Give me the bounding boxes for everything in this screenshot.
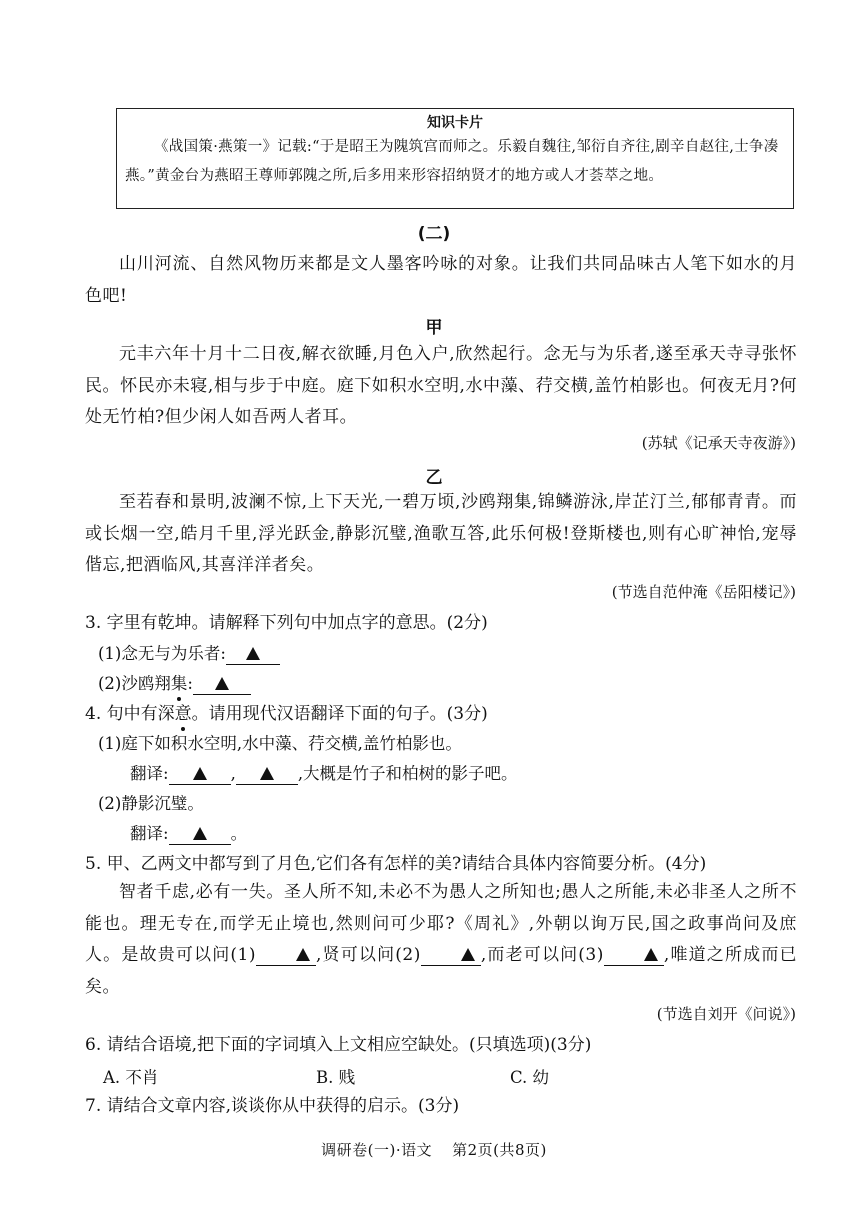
triangle-icon — [246, 647, 260, 660]
q3-item1-text: (1)念无与为乐者: — [98, 644, 226, 663]
emphasis-dot-char: 意 — [174, 704, 192, 724]
answer-blank[interactable] — [604, 945, 664, 966]
triangle-icon — [644, 948, 658, 961]
question-4-item-2: (2)静影沉璧。 — [98, 794, 204, 813]
translation-label: 翻译: — [130, 764, 169, 783]
answer-blank[interactable] — [421, 945, 481, 966]
comma-text: , — [230, 764, 236, 783]
question-3-stem: 3. 字里有乾坤。请解释下列句中加点字的意思。(2分) — [85, 613, 488, 633]
answer-blank[interactable] — [169, 764, 231, 785]
q3-item2-colon: : — [187, 674, 193, 693]
passage-part-3: ,而老可以问(3) — [480, 945, 604, 965]
card-title: 知识卡片 — [427, 115, 483, 131]
translation-label: 翻译: — [130, 824, 169, 843]
answer-blank[interactable] — [226, 644, 280, 665]
passage-part-4: ,唯道之所成而已矣。 — [85, 945, 797, 997]
question-7-stem: 7. 请结合文章内容,谈谈你从中获得的启示。(3分) — [85, 1096, 460, 1116]
question-4-stem — [85, 702, 488, 726]
triangle-icon — [215, 677, 229, 690]
answer-blank[interactable] — [256, 945, 316, 966]
section-heading: (二) — [417, 224, 451, 244]
translation-2-tail: 。 — [230, 824, 248, 843]
question-4-translation-1 — [130, 762, 518, 786]
triangle-icon — [296, 948, 310, 961]
option-a: A. 不肖 — [103, 1068, 159, 1087]
answer-blank[interactable] — [236, 764, 298, 785]
text-jia-body: 元丰六年十月十二日夜,解衣欲睡,月色入户,欣然起行。念无与为乐者,遂至承天寺寻张怀民。怀民亦未寝,相与步于中庭。庭下如积水空明,水中藻、荇交横,盖竹柏影也。何夜无月?何处无竹柏?但少闲人如吾两人者耳。 — [85, 344, 797, 427]
text-jia-heading: 甲 — [425, 318, 443, 338]
question-5-stem: 5. 甲、乙两文中都写到了月色,它们各有怎样的美?请结合具体内容简要分析。(4分) — [85, 854, 707, 874]
text-jia-source: (苏轼《记承天寺夜游》) — [641, 434, 796, 452]
text-yi-body: 至若春和景明,波澜不惊,上下天光,一碧万顷,沙鸥翔集,锦鳞游泳,岸芷汀兰,郁郁青青。而或长烟一空,皓月千里,浮光跃金,静影沉璧,渔歌互答,此乐何极!登斯楼也,则有心旷神怡,宠辱偕忘,把酒临风,其喜洋洋者矣。 — [85, 492, 797, 575]
question-4-item-1: (1)庭下如积水空明,水中藻、荇交横,盖竹柏影也。 — [98, 734, 462, 753]
question-4-translation-2 — [130, 822, 247, 846]
q4-stem-pre: 4. 句中有深 — [85, 704, 175, 724]
question-3-item-1 — [98, 642, 280, 666]
question-6-stem: 6. 请结合语境,把下面的字词填入上文相应空缺处。(只填选项)(3分) — [85, 1035, 592, 1055]
passage-source: (节选自刘开《问说》) — [656, 1005, 796, 1023]
q4-stem-post: 。请用现代汉语翻译下面的句子。(3分) — [191, 704, 488, 724]
answer-blank[interactable] — [193, 674, 251, 695]
page-footer — [0, 1139, 868, 1160]
triangle-icon — [461, 948, 475, 961]
q3-item2-text: (2)沙鸥翔 — [98, 674, 171, 693]
triangle-icon — [193, 827, 207, 840]
section-intro: 山川河流、自然风物历来都是文人墨客吟咏的对象。让我们共同品味古人笔下如水的月色吧! — [85, 254, 797, 306]
passage-part-2: ,贤可以问(2) — [315, 945, 421, 965]
text-yi-source: (节选自范仲淹《岳阳楼记》) — [611, 583, 796, 601]
passage-wenshuo — [85, 877, 797, 1003]
triangle-icon — [193, 767, 207, 780]
option-b: B. 贱 — [316, 1068, 356, 1087]
knowledge-card — [116, 108, 794, 209]
option-c: C. 幼 — [510, 1068, 550, 1087]
passage-part-1: 智者千虑,必有一失。圣人所不知,未必不为愚人之所知也;愚人之所能,未必非圣人之所不能也。理无专在,而学无止境也,然则问可少耶?《周礼》,外朝以询万民,国之政事尚问及庶人。是故贵可以问(1) — [85, 882, 797, 965]
answer-blank[interactable] — [169, 824, 231, 845]
translation-1-tail: ,大概是竹子和柏树的影子吧。 — [297, 764, 518, 783]
triangle-icon — [260, 767, 274, 780]
emphasis-dot-char: 集 — [171, 672, 188, 696]
footer-page-number: 第2页(共8页) — [452, 1141, 547, 1159]
card-body: 《战国策·燕策一》记载:“于是昭王为隗筑宫而师之。乐毅自魏往,邹衍自齐往,剧辛自赵往,士争凑燕。”黄金台为燕昭王尊师郭隗之所,后多用来形容招纳贤才的地方或人才荟萃之地。 — [125, 139, 779, 184]
question-3-item-2 — [98, 672, 251, 696]
text-yi-heading: 乙 — [425, 468, 443, 488]
footer-exam-title: 调研卷(一)·语文 — [321, 1141, 433, 1159]
